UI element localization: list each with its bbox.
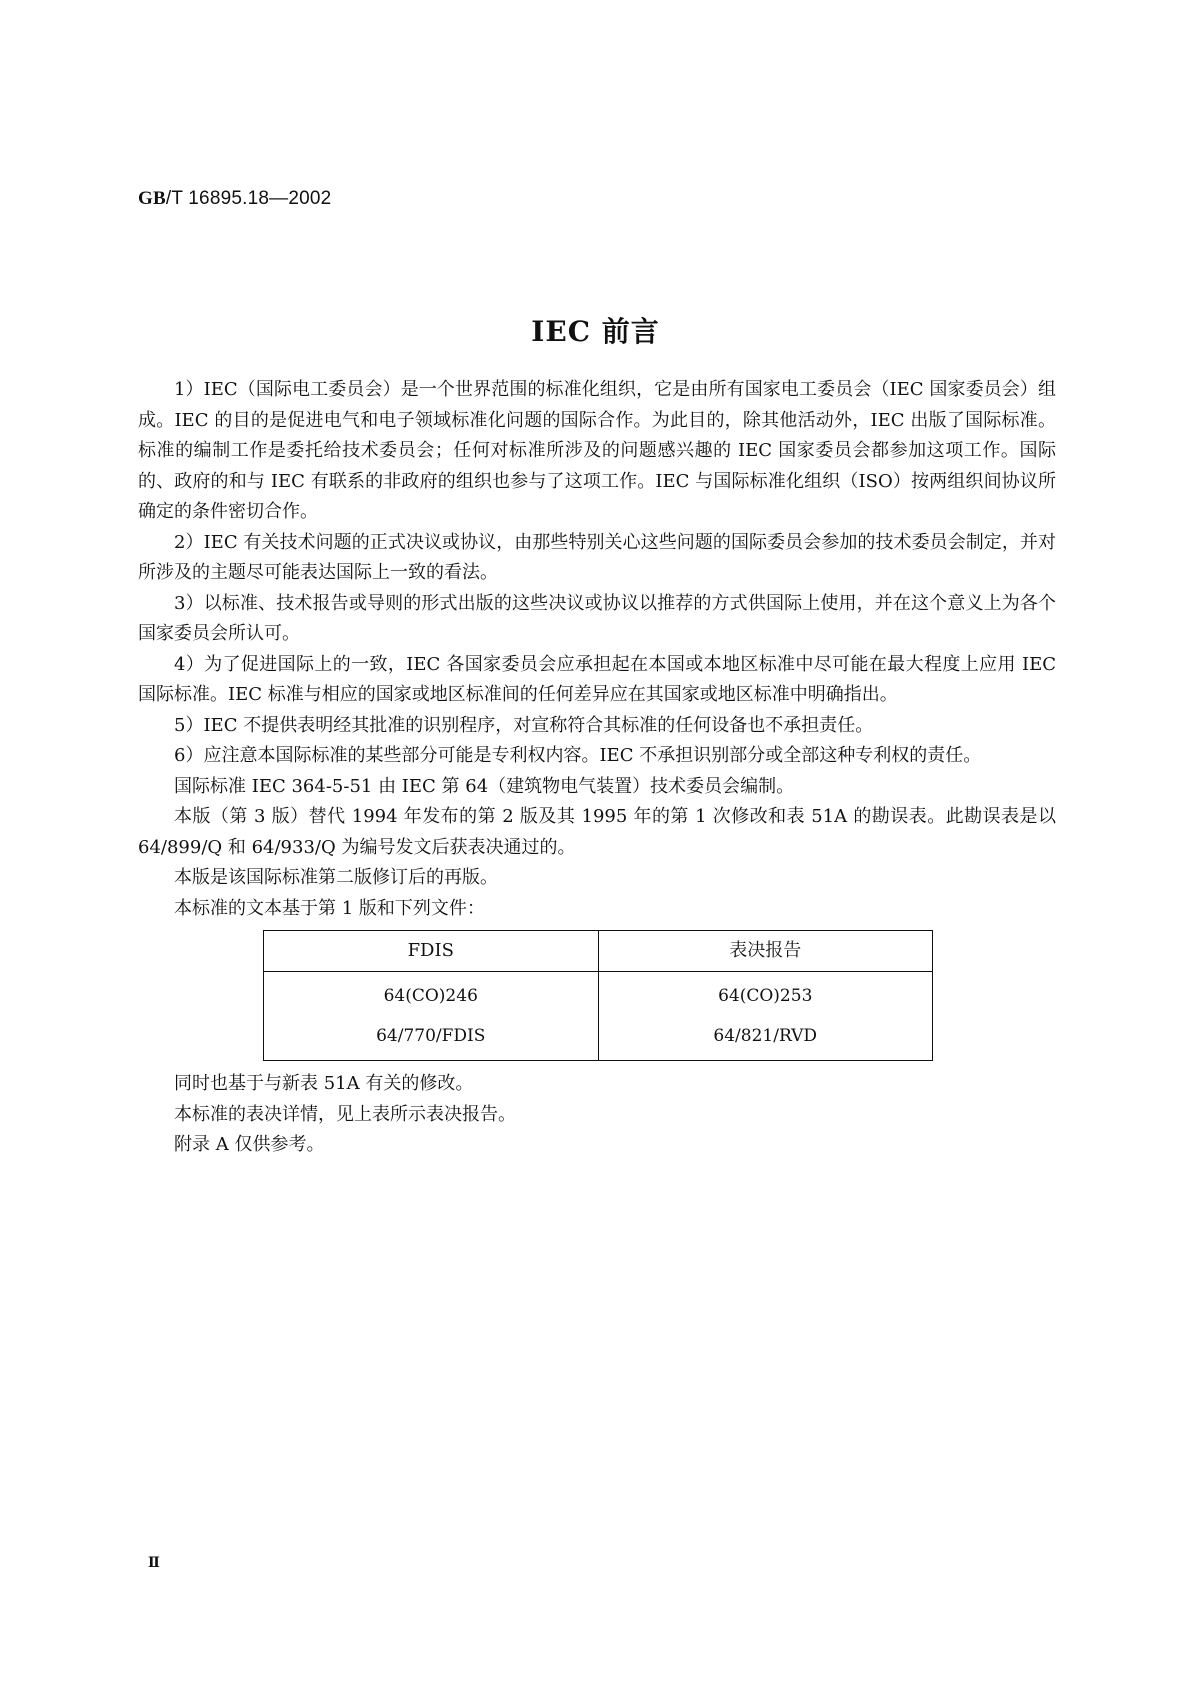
- table-cell: 64/821/RVD: [598, 1016, 933, 1061]
- table-header-voting-report: 表决报告: [598, 931, 933, 972]
- table-cell: 64(CO)253: [598, 972, 933, 1017]
- paragraph-6: 6）应注意本国际标准的某些部分可能是专利权内容。IEC 不承担识别部分或全部这种专利权的责任。: [174, 745, 982, 766]
- paragraph-2: 2）IEC 有关技术问题的正式决议或协议，由那些特别关心这些问题的国际委员会参加的技术委员会制定，并对所涉及的主题尽可能表达国际上一致的看法。: [138, 531, 1056, 583]
- paragraph-edition: 本版（第 3 版）替代 1994 年发布的第 2 版及其 1995 年的第 1 次修改和表 51A 的勘误表。此勘误表是以 64/899/Q 和 64/933/Q 为编号发文后获表决通过的。: [138, 806, 1056, 858]
- voting-table-wrapper: [263, 930, 933, 1061]
- standard-code-number: /T 16895.18—2002: [165, 188, 332, 209]
- paragraph-annex: 附录 A 仅供参考。: [174, 1134, 325, 1155]
- table-cell: 64(CO)246: [264, 972, 599, 1017]
- table-cell: 64/770/FDIS: [264, 1016, 599, 1061]
- table-header-row: [264, 931, 933, 972]
- table-row: [264, 1016, 933, 1061]
- standard-code-prefix: GB: [138, 188, 166, 209]
- after-table-notes: [138, 1069, 1056, 1161]
- table-row: [264, 972, 933, 1017]
- paragraph-amendment: 同时也基于与新表 51A 有关的修改。: [174, 1073, 474, 1094]
- paragraph-3: 3）以标准、技术报告或导则的形式出版的这些决议或协议以推荐的方式供国际上使用，并在这个意义上为各个国家委员会所认可。: [138, 592, 1056, 644]
- standard-code: [138, 188, 331, 210]
- paragraph-reprint: 本版是该国际标准第二版修订后的再版。: [174, 867, 498, 888]
- page-title: IEC 前言: [531, 315, 660, 348]
- page-number: Ⅱ: [148, 1555, 160, 1571]
- paragraph-1: 1）IEC（国际电工委员会）是一个世界范围的标准化组织，它是由所有国家电工委员会（IEC 国家委员会）组成。IEC 的目的是促进电气和电子领域标准化问题的国际合作。为此目的，除其他活动外，IEC 出版了国际标准。标准的编制工作是委托给技术委员会；任何对标准所涉及的问题感兴趣的 IEC 国家委员会都参加这项工作。国际的、政府的和与 IEC 有联系的非政府的组织也参与了这项工作。IEC 与国际标准化组织（ISO）按两组织间协议所确定的条件密切合作。: [138, 379, 1056, 522]
- paragraph-5: 5）IEC 不提供表明经其批准的识别程序，对宣称符合其标准的任何设备也不承担责任。: [174, 714, 874, 736]
- voting-table: [263, 930, 933, 1061]
- paragraph-standard-origin: 国际标准 IEC 364-5-51 由 IEC 第 64（建筑物电气装置）技术委员会编制。: [174, 775, 795, 797]
- paragraph-based-on: 本标准的文本基于第 1 版和下列文件：: [174, 897, 485, 919]
- table-header-fdis: FDIS: [264, 931, 599, 972]
- document-body: [138, 375, 1056, 1161]
- paragraph-voting-details: 本标准的表决详情，见上表所示表决报告。: [174, 1103, 516, 1125]
- paragraph-4: 4）为了促进国际上的一致，IEC 各国家委员会应承担起在本国或本地区标准中尽可能在最大程度上应用 IEC 国际标准。IEC 标准与相应的国家或地区标准间的任何差异应在其国家或地区标准中明确指出。: [138, 653, 1056, 705]
